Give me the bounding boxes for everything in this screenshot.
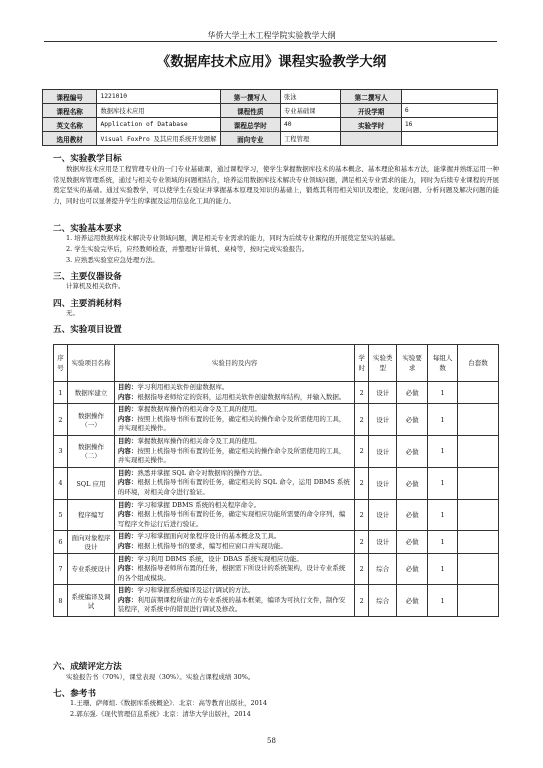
experiment-table <box>53 344 499 617</box>
row-goal-content <box>114 382 354 404</box>
row-sets <box>458 467 499 499</box>
info-value: 工程管理 <box>281 132 341 146</box>
row-project-name: 数据操作（二） <box>67 435 114 467</box>
row-requirement: 必做 <box>397 585 428 617</box>
goal-text: 掌握数据库操作的相关命令及工具的使用。 <box>137 405 261 414</box>
goal-label: 目的： <box>117 436 138 445</box>
row-group-size: 1 <box>428 531 458 553</box>
row-requirement: 必做 <box>397 531 428 553</box>
experiment-row <box>54 435 499 467</box>
info-label: 课程编号 <box>43 90 97 104</box>
goal-text: 学习和掌握 DBMS 系统的相关程序命令。 <box>137 500 261 509</box>
experiment-row <box>54 499 499 531</box>
document-title: 《数据库技术应用》课程实验教学大纲 <box>156 54 387 70</box>
course-info-table <box>42 89 498 146</box>
section-2-item: 1. 培养运用数据库技术解决专业领域问题，满足相关专业需求的能力，同时为后续专业课程的开展奠定坚实的基础。 <box>66 234 400 242</box>
row-goal-content <box>114 435 354 467</box>
reference-item: 1.王珊、萨师煊.《数据库系统概论》．北京：高等教育出版社，2014 <box>70 699 268 707</box>
row-goal-content <box>114 404 354 436</box>
row-type: 设计 <box>369 435 397 467</box>
row-type: 设计 <box>369 382 397 404</box>
row-group-size: 1 <box>428 404 458 436</box>
row-project-name: SQL 应用 <box>67 467 114 499</box>
content-text: 利用前期课程所建立的专业系统的基本框架，编译为可执行文件，制作安装程序，对系统中的错误进行调试及修改。 <box>117 595 346 614</box>
row-type: 设计 <box>369 467 397 499</box>
content-text: 根据上机指导书所布置的任务，确定相关的 SQL 命令，运用 DBMS 系统的环境，对相关命令进行验证。 <box>117 478 350 496</box>
header-project-name: 实验项目名称 <box>67 345 114 382</box>
info-label: 课程名称 <box>43 104 97 118</box>
row-requirement: 必做 <box>397 499 428 531</box>
header-requirement: 实验要求 <box>397 345 428 382</box>
content-label: 内容： <box>117 478 138 487</box>
experiment-row <box>54 585 499 617</box>
row-project-name: 面向对象程序设计 <box>67 531 114 553</box>
row-hours: 2 <box>355 531 369 553</box>
section-2-item: 2. 学生实验完毕后，应经教师检查，并整理好计算机、桌椅等，按时完成实验报告。 <box>66 245 309 253</box>
page-number: 58 <box>267 737 276 745</box>
info-label <box>341 132 402 146</box>
experiment-row <box>54 467 499 499</box>
row-project-name: 专业系统设计 <box>67 553 114 585</box>
row-sets <box>458 531 499 553</box>
content-text: 按照上机指导书所布置的任务，确定相关的操作命令及所需使用的工具，并实现相关操作。 <box>117 446 346 465</box>
info-row <box>43 104 498 118</box>
header-goal-content: 实验目的及内容 <box>114 345 354 382</box>
info-value <box>401 90 497 104</box>
row-hours: 2 <box>355 435 369 467</box>
row-requirement: 必做 <box>397 435 428 467</box>
row-type: 综合 <box>369 553 397 585</box>
section-7-title: 七、参考书 <box>53 689 96 699</box>
goal-label: 目的： <box>117 586 138 595</box>
section-5-title: 五、实验项目设置 <box>53 325 122 335</box>
content-text: 按照上机指导书所布置的任务，确定相关的操作命令及所需使用的工具，并实现相关操作。 <box>117 414 346 433</box>
row-sets <box>458 585 499 617</box>
row-goal-content <box>114 467 354 499</box>
row-group-size: 1 <box>428 553 458 585</box>
info-value: 6 <box>401 104 497 118</box>
info-value: 1221010 <box>97 90 220 104</box>
header-rule <box>44 41 497 42</box>
section-2-title: 二、实验基本要求 <box>53 224 122 234</box>
reference-item: 2.郭东强.《现代管理信息系统》北京：清华大学出版社，2014 <box>70 710 251 718</box>
content-label: 内容： <box>117 392 138 401</box>
row-project-name: 程序编写 <box>67 499 114 531</box>
goal-text: 掌握数据库操作的相关命令及工具的使用。 <box>137 436 261 445</box>
goal-text: 学习利用相关软件创建数据库。 <box>137 383 229 391</box>
info-row <box>43 132 498 146</box>
content-label: 内容： <box>117 541 138 550</box>
row-requirement: 必做 <box>397 553 428 585</box>
row-index: 8 <box>54 585 68 617</box>
info-value: Visual FoxPro 及其应用系统开发题解 <box>97 132 220 146</box>
goal-label: 目的： <box>117 554 138 563</box>
info-label: 课程总学时 <box>220 118 281 132</box>
goal-text: 学习和掌握面向对象程序设计的基本概念及工具。 <box>137 532 281 541</box>
info-label: 开设学期 <box>341 104 402 118</box>
header-sets: 台套数 <box>458 345 499 382</box>
row-index: 2 <box>54 404 68 436</box>
row-goal-content <box>114 585 354 617</box>
row-index: 4 <box>54 467 68 499</box>
section-3-body: 计算机及相关软件。 <box>66 282 125 290</box>
row-type: 设计 <box>369 404 397 436</box>
section-2-item: 3. 应熟悉实验室应急处理方法。 <box>66 256 159 264</box>
info-label: 面向专业 <box>220 132 281 146</box>
goal-label: 目的： <box>117 468 138 477</box>
goal-label: 目的： <box>117 405 138 414</box>
row-goal-content <box>114 531 354 553</box>
info-label: 英文名称 <box>43 118 97 132</box>
row-type: 设计 <box>369 499 397 531</box>
content-label: 内容： <box>117 446 138 455</box>
row-index: 7 <box>54 553 68 585</box>
row-project-name: 数据库建立 <box>67 382 114 404</box>
row-sets <box>458 553 499 585</box>
row-group-size: 1 <box>428 585 458 617</box>
info-value: Application of Database <box>97 118 220 132</box>
info-label: 课程性质 <box>220 104 281 118</box>
experiment-row <box>54 382 499 404</box>
section-6-title: 六、成绩评定方法 <box>53 662 122 672</box>
row-goal-content <box>114 499 354 531</box>
row-type: 设计 <box>369 531 397 553</box>
info-value <box>401 132 497 146</box>
content-text: 根据指导老师所布置的任务，根据需下所设计的系统架构，设计专业系统的各个组成模块。 <box>117 564 346 582</box>
info-row <box>43 90 498 104</box>
section-4-title: 四、主要消耗材料 <box>53 299 122 309</box>
section-6-body: 实验报告书（70%），课堂表现（30%）。实验占课程成绩 30%。 <box>66 673 255 681</box>
row-sets <box>458 382 499 404</box>
experiment-row <box>54 531 499 553</box>
row-hours: 2 <box>355 467 369 499</box>
content-label: 内容： <box>117 414 138 423</box>
content-label: 内容： <box>117 595 138 604</box>
row-requirement: 必做 <box>397 382 428 404</box>
row-requirement: 必做 <box>397 404 428 436</box>
running-header: 华侨大学土木工程学院实验教学大纲 <box>207 31 336 40</box>
row-index: 1 <box>54 382 68 404</box>
goal-text: 学习和掌握系统编译及运行调试的方法。 <box>137 586 255 595</box>
header-hours: 学时 <box>355 345 369 382</box>
row-index: 3 <box>54 435 68 467</box>
header-index: 序号 <box>54 345 68 382</box>
section-3-title: 三、主要仪器设备 <box>53 272 122 282</box>
content-label: 内容： <box>117 510 138 519</box>
goal-text: 熟悉并掌握 SQL 命令对数据库的操作方法。 <box>137 468 267 477</box>
content-text: 根据指导老师给定的资料，运用相关软件创建数据库结构，并输入数据。 <box>137 392 346 401</box>
info-value: 专业基础课 <box>281 104 341 118</box>
row-hours: 2 <box>355 585 369 617</box>
row-index: 5 <box>54 499 68 531</box>
row-sets <box>458 404 499 436</box>
row-sets <box>458 435 499 467</box>
row-project-name: 系统编译及调试 <box>67 585 114 617</box>
info-label: 选用教材 <box>43 132 97 146</box>
row-group-size: 1 <box>428 382 458 404</box>
row-project-name: 数据操作（一） <box>67 404 114 436</box>
row-index: 6 <box>54 531 68 553</box>
row-hours: 2 <box>355 499 369 531</box>
section-1-title: 一、实验教学目标 <box>53 154 122 164</box>
info-label: 实验学时 <box>341 118 402 132</box>
info-label: 第一撰写人 <box>220 90 281 104</box>
row-group-size: 1 <box>428 435 458 467</box>
row-type: 综合 <box>369 585 397 617</box>
info-row <box>43 118 498 132</box>
section-4-body: 无。 <box>66 309 79 317</box>
row-sets <box>458 499 499 531</box>
info-value: 数据库技术应用 <box>97 104 220 118</box>
header-type: 实验类型 <box>369 345 397 382</box>
experiment-row <box>54 404 499 436</box>
content-label: 内容： <box>117 564 138 573</box>
goal-label: 目的： <box>117 500 138 509</box>
info-label: 第二撰写人 <box>341 90 402 104</box>
content-text: 根据上机指导书的要求，编写相应窗口并实现功能。 <box>137 541 287 550</box>
row-goal-content <box>114 553 354 585</box>
info-value: 40 <box>281 118 341 132</box>
header-group-size: 每组人数 <box>428 345 458 382</box>
content-text: 根据上机指导书所布置的任务，确定实现相应功能所需要的命令序列，编写程序文件运行后进行验证。 <box>117 510 346 528</box>
row-hours: 2 <box>355 553 369 585</box>
info-value: 张泳 <box>281 90 341 104</box>
goal-label: 目的： <box>117 532 138 541</box>
row-group-size: 1 <box>428 467 458 499</box>
row-requirement: 必做 <box>397 467 428 499</box>
row-hours: 2 <box>355 404 369 436</box>
row-group-size: 1 <box>428 499 458 531</box>
experiment-row <box>54 553 499 585</box>
section-1-body: 数据库技术应用是工程管理专业的一门专业基础课，通过课程学习，使学生掌握数据库技术的基本概念、基本理论和基本方法，能掌握并熟练运用一种常见数据库管理系统，通过与相关专业领域的问题相结合，培养运用数据库技术解决专业领域问题，满足相关专业需求的能力，同时为后续专业课程的开展奠定坚实的基础。通过实验教学，可以使学生在验证并掌握基本原理及知识的基础上，锻炼其利用相关知识及理论，发现问题、分析问题及解决问题的能力，同时也可以显著提升学生的掌握及运用信息化工具的能力。 <box>53 165 499 205</box>
goal-text: 学习利用 DBMS 系统，设计 DBAS 系统实现相应功能。 <box>137 554 303 563</box>
info-value: 16 <box>401 118 497 132</box>
goal-label: 目的： <box>117 383 138 391</box>
row-hours: 2 <box>355 382 369 404</box>
